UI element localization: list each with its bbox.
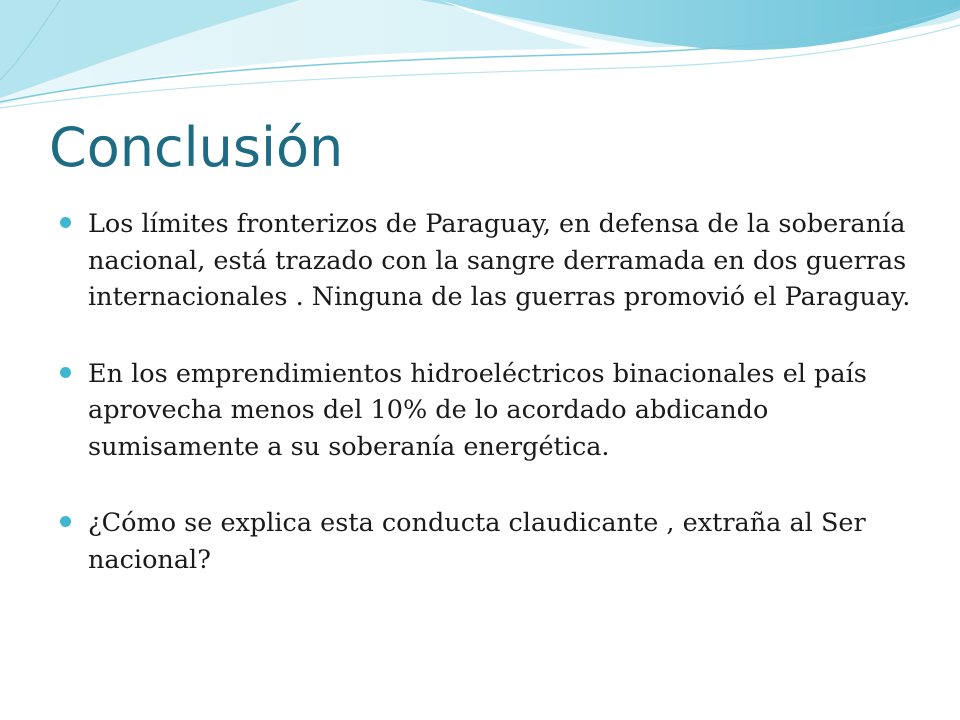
bullet-text: ¿Cómo se explica esta conducta claudicante , extraña al Ser nacional? [88, 508, 866, 575]
bullet-dot-icon [60, 217, 71, 228]
bullet-item [60, 206, 920, 316]
bullet-dot-icon [60, 516, 71, 527]
slide-title: Conclusión [49, 116, 344, 179]
bullet-text: Los límites fronterizos de Paraguay, en defensa de la soberanía nacional, está trazado con la sangre derramada en dos guerras internacionales . Ninguna de las guerras promovió el Paraguay. [88, 209, 911, 312]
bullet-item [60, 505, 920, 578]
bullet-dot-icon [60, 367, 71, 378]
bullet-list [60, 206, 920, 578]
header-wave-decoration [0, 0, 960, 130]
bullet-item [60, 356, 920, 466]
bullet-text: En los emprendimientos hidroeléctricos binacionales el país aprovecha menos del 10% de lo acordado abdicando sumisamente a su soberanía energética. [88, 358, 867, 462]
